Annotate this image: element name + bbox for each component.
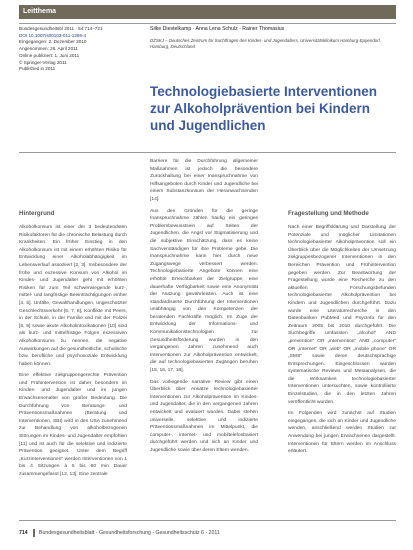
title-divider — [19, 152, 396, 153]
article-title: Technologiebasierte Interventionen zur Alkoholprävention bei Kindern und Jugendlichen — [150, 84, 378, 133]
section-label: Leitthema — [23, 8, 57, 15]
body-paragraph: Barriere für die Durchführung allgemeiner Maßnahmen ist jedoch die besondere Zurückhaltung bei einer Inanspruchnahme von Hilfsangeboten durch Kinder und Jugendliche bei einem Substanzkonsum der Heranwachsenden [14]. — [150, 159, 258, 202]
section-heading-background: Hintergrund — [19, 210, 55, 217]
body-paragraph: Eine effektive zielgruppengerechte Prävention und Frühintervention ist daher besonders im Kindes- und Jugendalter und im jungen Erwachsenenalter von großer Bedeutung. Die Durchführung von Beratungs- und Präventionsmaßnahmen (Beratung und Interventionen, SBI) wird in den USA zunehmend zur Behandlung von alkoholbezogenen Störungen im Kindes- und Jugendalter empfohlen [11] und ist auch für die selektive und indizierte Prävention geeignet. Unter dem Begriff „Kurzinterventionen“ werden Interventionen von 1 bis 4 Sitzungen à 5 bis 60 min Dauer zusammengefasst [12, 13]. Eine zentrale — [19, 373, 127, 477]
journal-name: Bundesgesundheitsblatt - Gesundheitsforschung - Gesundheitsschutz 6 · 2011 — [39, 530, 220, 536]
metadata-line: Bundesgesundheitsbl 2011 · 54:714–721 — [19, 26, 103, 31]
metadata-line: © Springer-Verlag 2011 — [19, 59, 67, 65]
column-right-body — [288, 224, 396, 456]
body-paragraph: Aus den Gründen für die geringe Inanspruchnahme zählen häufig ein geringes Problembewusstsein auf Seiten der Jugendlichen, die Angst vor Stigmatisierung und die subjektive Einschätzung, dass es keine Sachverständigen für ihre Probleme gebe. Die Inanspruchnahme kann hier durch neue Zugangswege verbessert werden. Technologiebasierte Angebote können eine erhöhte Erreichbarkeit der Zielgruppe, eine dauerhafte Verfügbarkeit sowie eine Anonymität der Nutzung gewährleisten. Auch ist eine standardisierte Durchführung der Interventionen unabhängig von den Kompetenzen der beratenden Fachkräfte möglich. Im Zuge der Entwicklung der Informations- und Kommunikationstechnologien zur Gesundheitsförderung wurden in den vergangenen Jahren zunehmend auch Interventionen zur Alkoholprävention entwickelt, die auf technologiebasierten Zugängen beruhen [15, 16, 17, 18]. — [150, 208, 258, 374]
column-left — [19, 210, 127, 510]
column-left-body — [19, 224, 127, 479]
header-divider — [19, 23, 396, 24]
body-paragraph: Alkoholkonsum ist einer der 3 bedeutendsten Risikofaktoren für die chronische Belastung durch Krankheiten. Ein früher Einstieg in den Alkoholkonsum ist mit einem erhöhten Risiko für Entwicklung einer Alkoholabhängigkeit im Lebensverlauf assoziiert [2, 3]. Insbesondere der frühe und exzessive Konsum von Alkohol im Kindes- und Jugendalter geht mit erhöhten Risiken für zum Teil schwerwiegende kurz-, mittel- und langfristige Beeinträchtigungen einher [4, 5]. Unfälle, Gewalthandlungen, ungeschützter Geschlechtsverkehr [6, 7, 8], Konflikte mit Peers, in der Schule, in der Familie und mit der Polizei [6, 9] sowie akute Alkoholintoxikationen [10] sind als kurz- und mittelfristige Folgen exzessiven Alkoholkonsums zu nennen, die negative Auswirkungen auf die gesundheitliche, schulische bzw. berufliche und psychosoziale Entwicklung haben können. — [19, 225, 127, 367]
metadata-line: Online publiziert: 1. Juni 2011 — [19, 52, 80, 58]
doi-link[interactable]: DOI 10.1007/s00103-011-1286-4 — [19, 32, 87, 38]
column-middle-body — [150, 158, 258, 455]
footer-marker — [33, 529, 35, 537]
body-paragraph: Im Folgenden wird zunächst auf Studien eingegangen, die sich an Kinder und Jugendliche wenden, anschließend werden Studien zur Anwendung bei jungen Erwachsenen dargestellt. Interventionen für Eltern werden im Anschluss erläutert. — [288, 411, 396, 455]
body-paragraph: Nach einer Begriffsklärung und Darstellung der Potenziale und möglicher Limitationen technologiebasierter Alkoholprävention soll ein Überblick über die Möglichkeiten der Umsetzung zielgruppenbezogener Interventionen in den Bereichen Prävention und Frühintervention gegeben werden. Zur Beantwortung der Fragestellung wurde eine Recherche zu den aktuellen Forschungsbefunden technologiebasierter Alkoholprävention bei Kindern und Jugendlichen durchgeführt. Dazu wurde eine Literaturrecherche in den Datenbanken PubMed und PsycInfo für den Zeitraum 2005 bis 2010 durchgeführt. Die Suchbegriffe umfassten „alcohol“ AND „prevention“ OR „intervention“ AND „computer“ OR „internet“ OR „web“ OR „mobile phone“ OR „SMS“ sowie deren deutschsprachige Entsprechungen. Eingeschlossen wurden systematische Reviews und Metaanalysen, die die Wirksamkeit technologiebasierter Interventionen untersuchten, sowie kontrollierte Einzelstudien, die in den letzten Jahren veröffentlicht wurden. — [288, 225, 396, 405]
body-paragraph: Das vorliegende narrative Review gibt einen Überblick über Ansätze technologiebasierter Interventionen zur Alkoholprävention im Kindes- und Jugendalter, die in den vergangenen Jahren entwickelt und evaluiert wurden. Dabei stehen universelle, selektive und indizierte Präventionsmaßnahmen im Mittelpunkt, die computer-, internet- und mobiltelefonbasiert durchgeführt werden und sich an Kinder und Jugendliche sowie über deren Eltern wenden. — [150, 379, 258, 453]
metadata-line: Angenommen: 26. April 2011 — [19, 46, 78, 52]
article-metadata — [19, 26, 147, 73]
metadata-line: Eingegangen: 2. Dezember 2010 — [19, 39, 87, 45]
author-list: Silke Diestelkamp · Anna Lena Schulz · Rainer Thomasius — [150, 26, 285, 32]
section-heading-method: Fragestellung und Methode — [288, 210, 369, 217]
page-number: 714 — [19, 530, 28, 536]
footer-divider — [19, 520, 396, 521]
section-banner — [19, 5, 396, 19]
page-footer — [19, 525, 396, 541]
author-affiliation: DZSKJ – Deutsches Zentrum für Suchtfragen des Kindes- und Jugendalters, Universitätsklinikum Hamburg-Eppendorf, Hamburg, Deutschland — [150, 38, 382, 50]
metadata-line: Published in 2011 — [19, 66, 56, 72]
column-middle — [150, 158, 258, 510]
column-right — [288, 210, 396, 510]
